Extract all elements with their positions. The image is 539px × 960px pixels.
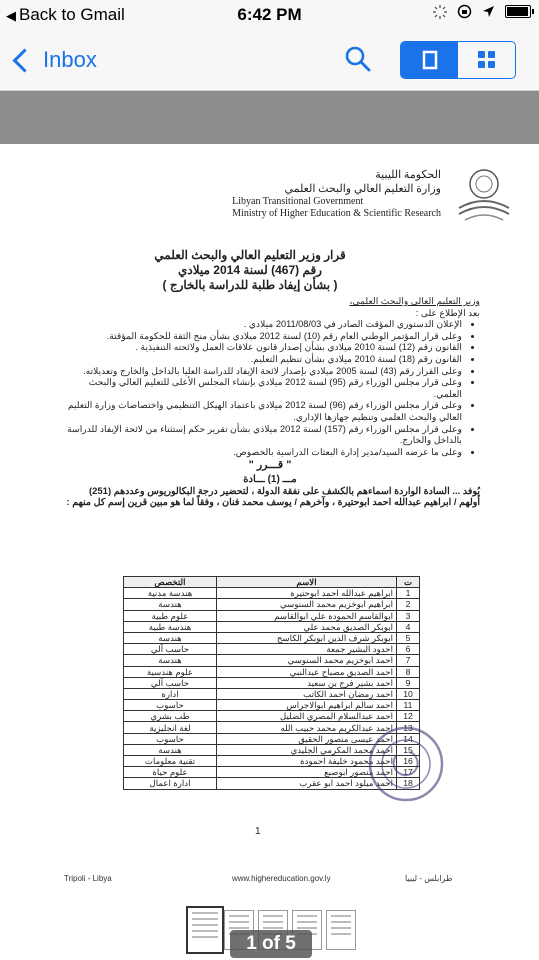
- ministry-name-ar: وزارة التعليم العالي والبحث العلمي: [284, 183, 441, 195]
- col-specialty-header: التخصص: [124, 577, 217, 588]
- student-specialty: لغة انجليزية: [124, 722, 217, 733]
- student-specialty: هندسة: [124, 655, 217, 666]
- decision-body: [60, 296, 480, 509]
- ministry-emblem-icon: [455, 164, 513, 224]
- row-number: 17: [397, 767, 420, 778]
- table-row: [124, 711, 420, 722]
- document-page: [0, 144, 539, 900]
- grid-view-icon: [477, 50, 497, 70]
- student-name: احدود البشير جمعة: [217, 644, 397, 655]
- search-icon[interactable]: [344, 45, 372, 73]
- student-name: احمد بشير فرج بن سعيد: [217, 677, 397, 688]
- student-name: احمد عبدالكريم محمد حبيب الله: [217, 722, 397, 733]
- student-specialty: هندسة: [124, 632, 217, 643]
- list-item: • القانون رقم (12) لسنة 2010 ميلادي بشأن إصدار قانون علاقات العمل ولائحته التنفيذية .: [60, 342, 462, 354]
- student-specialty: ادارة اعمال: [124, 778, 217, 789]
- row-number: 16: [397, 756, 420, 767]
- student-specialty: حاسوب: [124, 733, 217, 744]
- student-name: احمد منصور ابوصبع: [217, 767, 397, 778]
- clock: 6:42 PM: [237, 5, 302, 24]
- student-name: احمد محمد المكرمي الجليدي: [217, 744, 397, 755]
- row-number: 9: [397, 677, 420, 688]
- col-number-header: ت: [397, 577, 420, 588]
- student-name: احمد رمضان احمد الكاتب: [217, 688, 397, 699]
- list-item: • وعلى القرار رقم (43) لسنة 2005 ميلادي بإصدار لائحة الإيفاد للدراسة العليا بالداخل والخارج وتعديلاته.: [60, 366, 462, 378]
- row-number: 14: [397, 733, 420, 744]
- student-specialty: حاسب آلي: [124, 644, 217, 655]
- student-name: ابراهيم ابوخزيم محمد السنوسي: [217, 599, 397, 610]
- table-row: [124, 610, 420, 621]
- article-heading: مـــ (1) ـــادة: [243, 473, 297, 485]
- list-item: • وعلى ما عرضه السيد/مدير إدارة البعثات الدراسية بالخصوص.: [60, 447, 462, 459]
- row-number: 12: [397, 711, 420, 722]
- intro-line-2: بعد الإطلاع على :: [415, 307, 480, 318]
- dispatch-line: يُوفد ... السادة الواردة اسماءهم بالكشف على نفقة الدولة ، لتحضير درجة البكالوريوس وعددهم (251): [88, 485, 480, 497]
- student-name: احمد الصديق مصباح عبدالنبي: [217, 666, 397, 677]
- list-item: • وعلى قرار مجلس الوزراء رقم (157) لسنة 2012 ميلادي بشأن تقرير حكم إستثناء من لائحة الإيفاد للدراسة بالداخل والخارج.: [60, 424, 462, 447]
- gov-name-ar: الحكومة الليبية: [375, 169, 441, 181]
- title-line-1: قرار وزير التعليم العالي والبحث العلمي: [154, 248, 346, 262]
- table-row: [124, 644, 420, 655]
- view-mode-toggle: [400, 41, 516, 79]
- grid-view-button[interactable]: [458, 42, 515, 78]
- title-line-3: ( بشأن إيفاد طلبة للدراسة بالخارج ): [162, 278, 338, 292]
- student-name: احمد محمود خليفة احمودة: [217, 756, 397, 767]
- row-number: 18: [397, 778, 420, 789]
- student-name: احمد ميلود احمد ابو عقرب: [217, 778, 397, 789]
- page-indicator: 1 of 5: [230, 930, 312, 958]
- location-icon: [482, 5, 495, 18]
- student-specialty: علوم حياة: [124, 767, 217, 778]
- orientation-lock-icon: [457, 4, 472, 19]
- row-number: 11: [397, 700, 420, 711]
- list-item: • وعلى قرار المؤتمر الوطني العام رقم (10) لسنة 2012 ميلادي بشأن منح الثقة للحكومة المؤقتة.: [60, 331, 462, 343]
- table-row: [124, 655, 420, 666]
- col-name-header: الاسم: [217, 577, 397, 588]
- row-number: 2: [397, 599, 420, 610]
- brightness-icon: [433, 5, 447, 19]
- row-number: 4: [397, 621, 420, 632]
- row-number: 13: [397, 722, 420, 733]
- chevron-left-icon: [12, 48, 36, 72]
- references-list: [60, 319, 480, 458]
- student-name: ابوبكر الصديق محمد علي: [217, 621, 397, 632]
- letterhead: [232, 168, 441, 220]
- student-name: احمد سالم ابراهيم ابوالاجراس: [217, 700, 397, 711]
- thumbnail-page-1[interactable]: [186, 906, 224, 954]
- student-specialty: هندسة: [124, 744, 217, 755]
- gov-name-en: Libyan Transitional Government: [232, 196, 364, 207]
- table-row: [124, 599, 420, 610]
- row-number: 15: [397, 744, 420, 755]
- list-item: • الإعلان الدستوري المؤقت الصادر في 2011/08/03 ميلادي .: [60, 319, 462, 331]
- row-number: 3: [397, 610, 420, 621]
- table-header-row: [124, 577, 420, 588]
- table-row: [124, 621, 420, 632]
- footer-city-ar: طرابلس - ليبيا: [405, 874, 453, 883]
- status-icons: [433, 4, 531, 19]
- student-specialty: تقنية معلومات: [124, 756, 217, 767]
- single-page-view-icon: [422, 50, 438, 70]
- student-specialty: ادارة: [124, 688, 217, 699]
- row-number: 1: [397, 588, 420, 599]
- student-specialty: هندسة مدنية: [124, 588, 217, 599]
- table-row: [124, 666, 420, 677]
- table-row: [124, 700, 420, 711]
- row-number: 8: [397, 666, 420, 677]
- inbox-label: Inbox: [43, 47, 97, 72]
- table-row: [124, 632, 420, 643]
- navigation-bar: [0, 30, 539, 91]
- inbox-back-button[interactable]: [12, 47, 97, 73]
- table-row: [124, 688, 420, 699]
- student-name: احمد عبدالسلام المصري الضليل: [217, 711, 397, 722]
- intro-line-1: وزير التعليم العالي والبحث العلمي،: [349, 296, 480, 306]
- decree-heading: " قـــرر ": [248, 459, 292, 472]
- student-specialty: حاسب آلي: [124, 677, 217, 688]
- row-number: 7: [397, 655, 420, 666]
- thumbnail-page-5[interactable]: [326, 910, 356, 950]
- row-number: 5: [397, 632, 420, 643]
- list-item: • وعلى قرار مجلس الوزراء رقم (95) لسنة 2012 ميلادي بإنشاء المجلس الأعلى للتعليم العالي والبحث العلمي.: [60, 377, 462, 400]
- student-specialty: علوم طبية: [124, 610, 217, 621]
- back-triangle-icon: ◀: [6, 8, 16, 23]
- page-number: 1: [255, 826, 261, 837]
- title-line-2: رقم (467) لسنة 2014 ميلادي: [178, 263, 322, 277]
- list-item: • القانون رقم (18) لسنة 2010 ميلادي بشأن تنظيم التعليم.: [60, 354, 462, 366]
- student-specialty: طب بشري: [124, 711, 217, 722]
- student-name: احمد ابوخزيم محمد السنوسي: [217, 655, 397, 666]
- list-item: • وعلى قرار مجلس الوزراء رقم (96) لسنة 2012 ميلادي باعتماد الهيكل التنظيمي واختصاصات وزارة التعليم العالي والبحث العلمي وتنظيم جهازها الإداري.: [60, 400, 462, 423]
- table-row: [124, 588, 420, 599]
- row-number: 6: [397, 644, 420, 655]
- first-last-line: أولهم / ابراهيم عبدالله احمد ابوحتيرة ، وآخرهم / يوسف محمد فنان ، وفقاً لما هو مبين قرين إسم كل منهم :: [66, 497, 480, 509]
- row-number: 10: [397, 688, 420, 699]
- student-specialty: حاسوب: [124, 700, 217, 711]
- single-page-view-button[interactable]: [401, 42, 458, 78]
- status-bar: [0, 0, 539, 30]
- viewer-background: [0, 91, 539, 144]
- student-specialty: علوم هندسية: [124, 666, 217, 677]
- student-name: ابوالقاسم الحمودة علي ابوالقاسم: [217, 610, 397, 621]
- footer-city-en: Tripoli - Libya: [64, 874, 112, 883]
- ministry-name-en: Ministry of Higher Education & Scientific Research: [232, 208, 441, 219]
- battery-icon: [505, 5, 531, 18]
- decision-title: [100, 248, 400, 293]
- student-name: ابوبكر شرف الدين ابوبكر الكاسح: [217, 632, 397, 643]
- student-specialty: هندسة: [124, 599, 217, 610]
- student-specialty: هندسة طبية: [124, 621, 217, 632]
- student-name: احمد عيسى منصور الحقيق: [217, 733, 397, 744]
- footer-website: www.highereducation.gov.ly: [232, 874, 331, 883]
- back-to-gmail-label: Back to Gmail: [19, 5, 125, 24]
- table-row: [124, 677, 420, 688]
- student-name: ابراهيم عبدالله احمد ابوحتيرة: [217, 588, 397, 599]
- official-stamp: [366, 724, 446, 804]
